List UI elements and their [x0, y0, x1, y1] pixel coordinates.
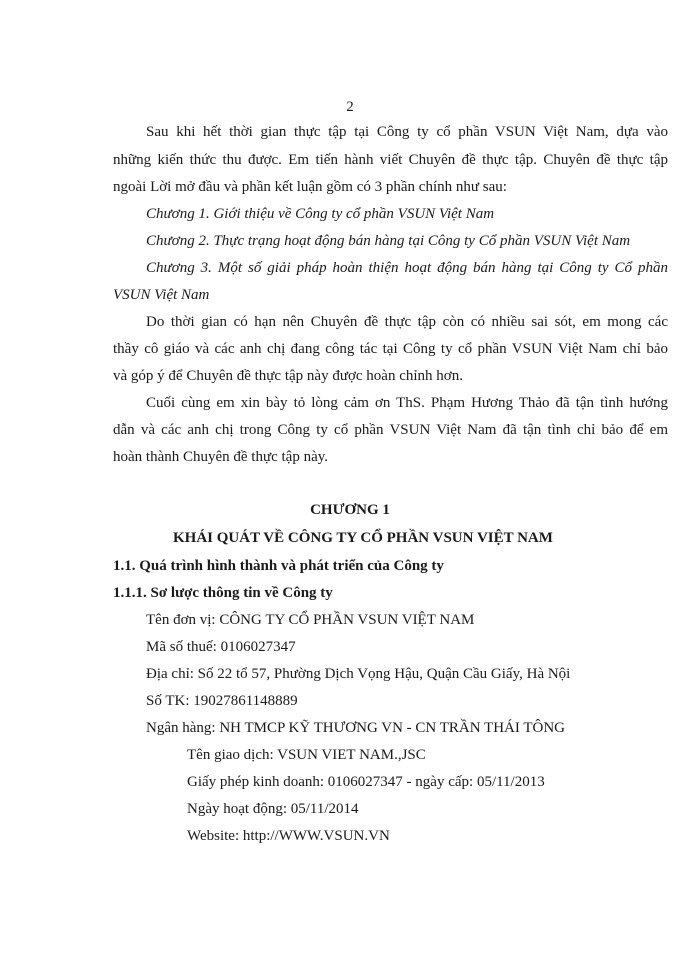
- company-account: Số TK: 19027861148889: [146, 693, 298, 709]
- section-heading-1-1: 1.1. Quá trình hình thành và phát triển của Công ty: [113, 558, 444, 574]
- intro-para1-line1: Sau khi hết thời gian thực tập tại Công ty cổ phần VSUN Việt Nam, dựa vào: [146, 124, 668, 140]
- chapter-3-summary-line2: VSUN Việt Nam: [113, 287, 210, 303]
- intro-para3-line1: Cuối cùng em xin bày tỏ lòng cảm ơn ThS. Phạm Hương Thảo đã tận tình hướng: [146, 395, 668, 411]
- intro-para1-line2: những kiến thức thu được. Em tiến hành viết Chuyên đề thực tập. Chuyên đề thực tập: [113, 152, 668, 168]
- chapter-2-summary: Chương 2. Thực trạng hoạt động bán hàng tại Công ty Cổ phần VSUN Việt Nam: [146, 233, 631, 249]
- company-bank: Ngân hàng: NH TMCP KỸ THƯƠNG VN - CN TRẦN THÁI TÔNG: [146, 720, 566, 736]
- company-start-date: Ngày hoạt động: 05/11/2014: [187, 801, 359, 817]
- company-trade-name: Tên giao dịch: VSUN VIET NAM.,JSC: [187, 747, 426, 763]
- intro-para2-line2: thầy cô giáo và các anh chị đang công tác tại Công ty cổ phần VSUN Việt Nam chỉ bảo: [113, 341, 668, 357]
- chapter-1-summary: Chương 1. Giới thiệu về Công ty cổ phần VSUN Việt Nam: [146, 206, 495, 222]
- company-name: Tên đơn vị: CÔNG TY CỔ PHẦN VSUN VIỆT NAM: [146, 612, 475, 628]
- chapter-3-summary-line1: Chương 3. Một số giải pháp hoàn thiện hoạt động bán hàng tại Công ty Cổ phần: [146, 260, 668, 276]
- intro-para3-line3: hoàn thành Chuyên đề thực tập này.: [113, 449, 329, 465]
- section-heading-1-1-1: 1.1.1. Sơ lược thông tin về Công ty: [113, 585, 333, 601]
- company-license: Giấy phép kinh doanh: 0106027347 - ngày cấp: 05/11/2013: [187, 774, 545, 790]
- chapter-title: KHÁI QUÁT VỀ CÔNG TY CỔ PHẦN VSUN VIỆT NAM: [173, 530, 553, 546]
- intro-para2-line1: Do thời gian có hạn nên Chuyên đề thực tập còn có nhiều sai sót, em mong các: [146, 314, 668, 330]
- company-tax-code: Mã số thuế: 0106027347: [146, 639, 296, 655]
- page-number: 2: [346, 99, 354, 115]
- intro-para2-line3: và góp ý để Chuyên đề thực tập này được hoàn chỉnh hơn.: [113, 368, 463, 384]
- chapter-label: CHƯƠNG 1: [310, 502, 390, 518]
- intro-para1-line3: ngoài Lời mở đầu và phần kết luận gồm có 3 phần chính như sau:: [113, 179, 507, 195]
- intro-para3-line2: dẫn và các anh chị trong Công ty cổ phần VSUN Việt Nam đã tận tình chỉ bảo để em: [113, 422, 668, 438]
- company-website: Website: http://WWW.VSUN.VN: [187, 828, 390, 844]
- company-address: Địa chỉ: Số 22 tổ 57, Phường Dịch Vọng Hậu, Quận Cầu Giấy, Hà Nội: [146, 666, 571, 682]
